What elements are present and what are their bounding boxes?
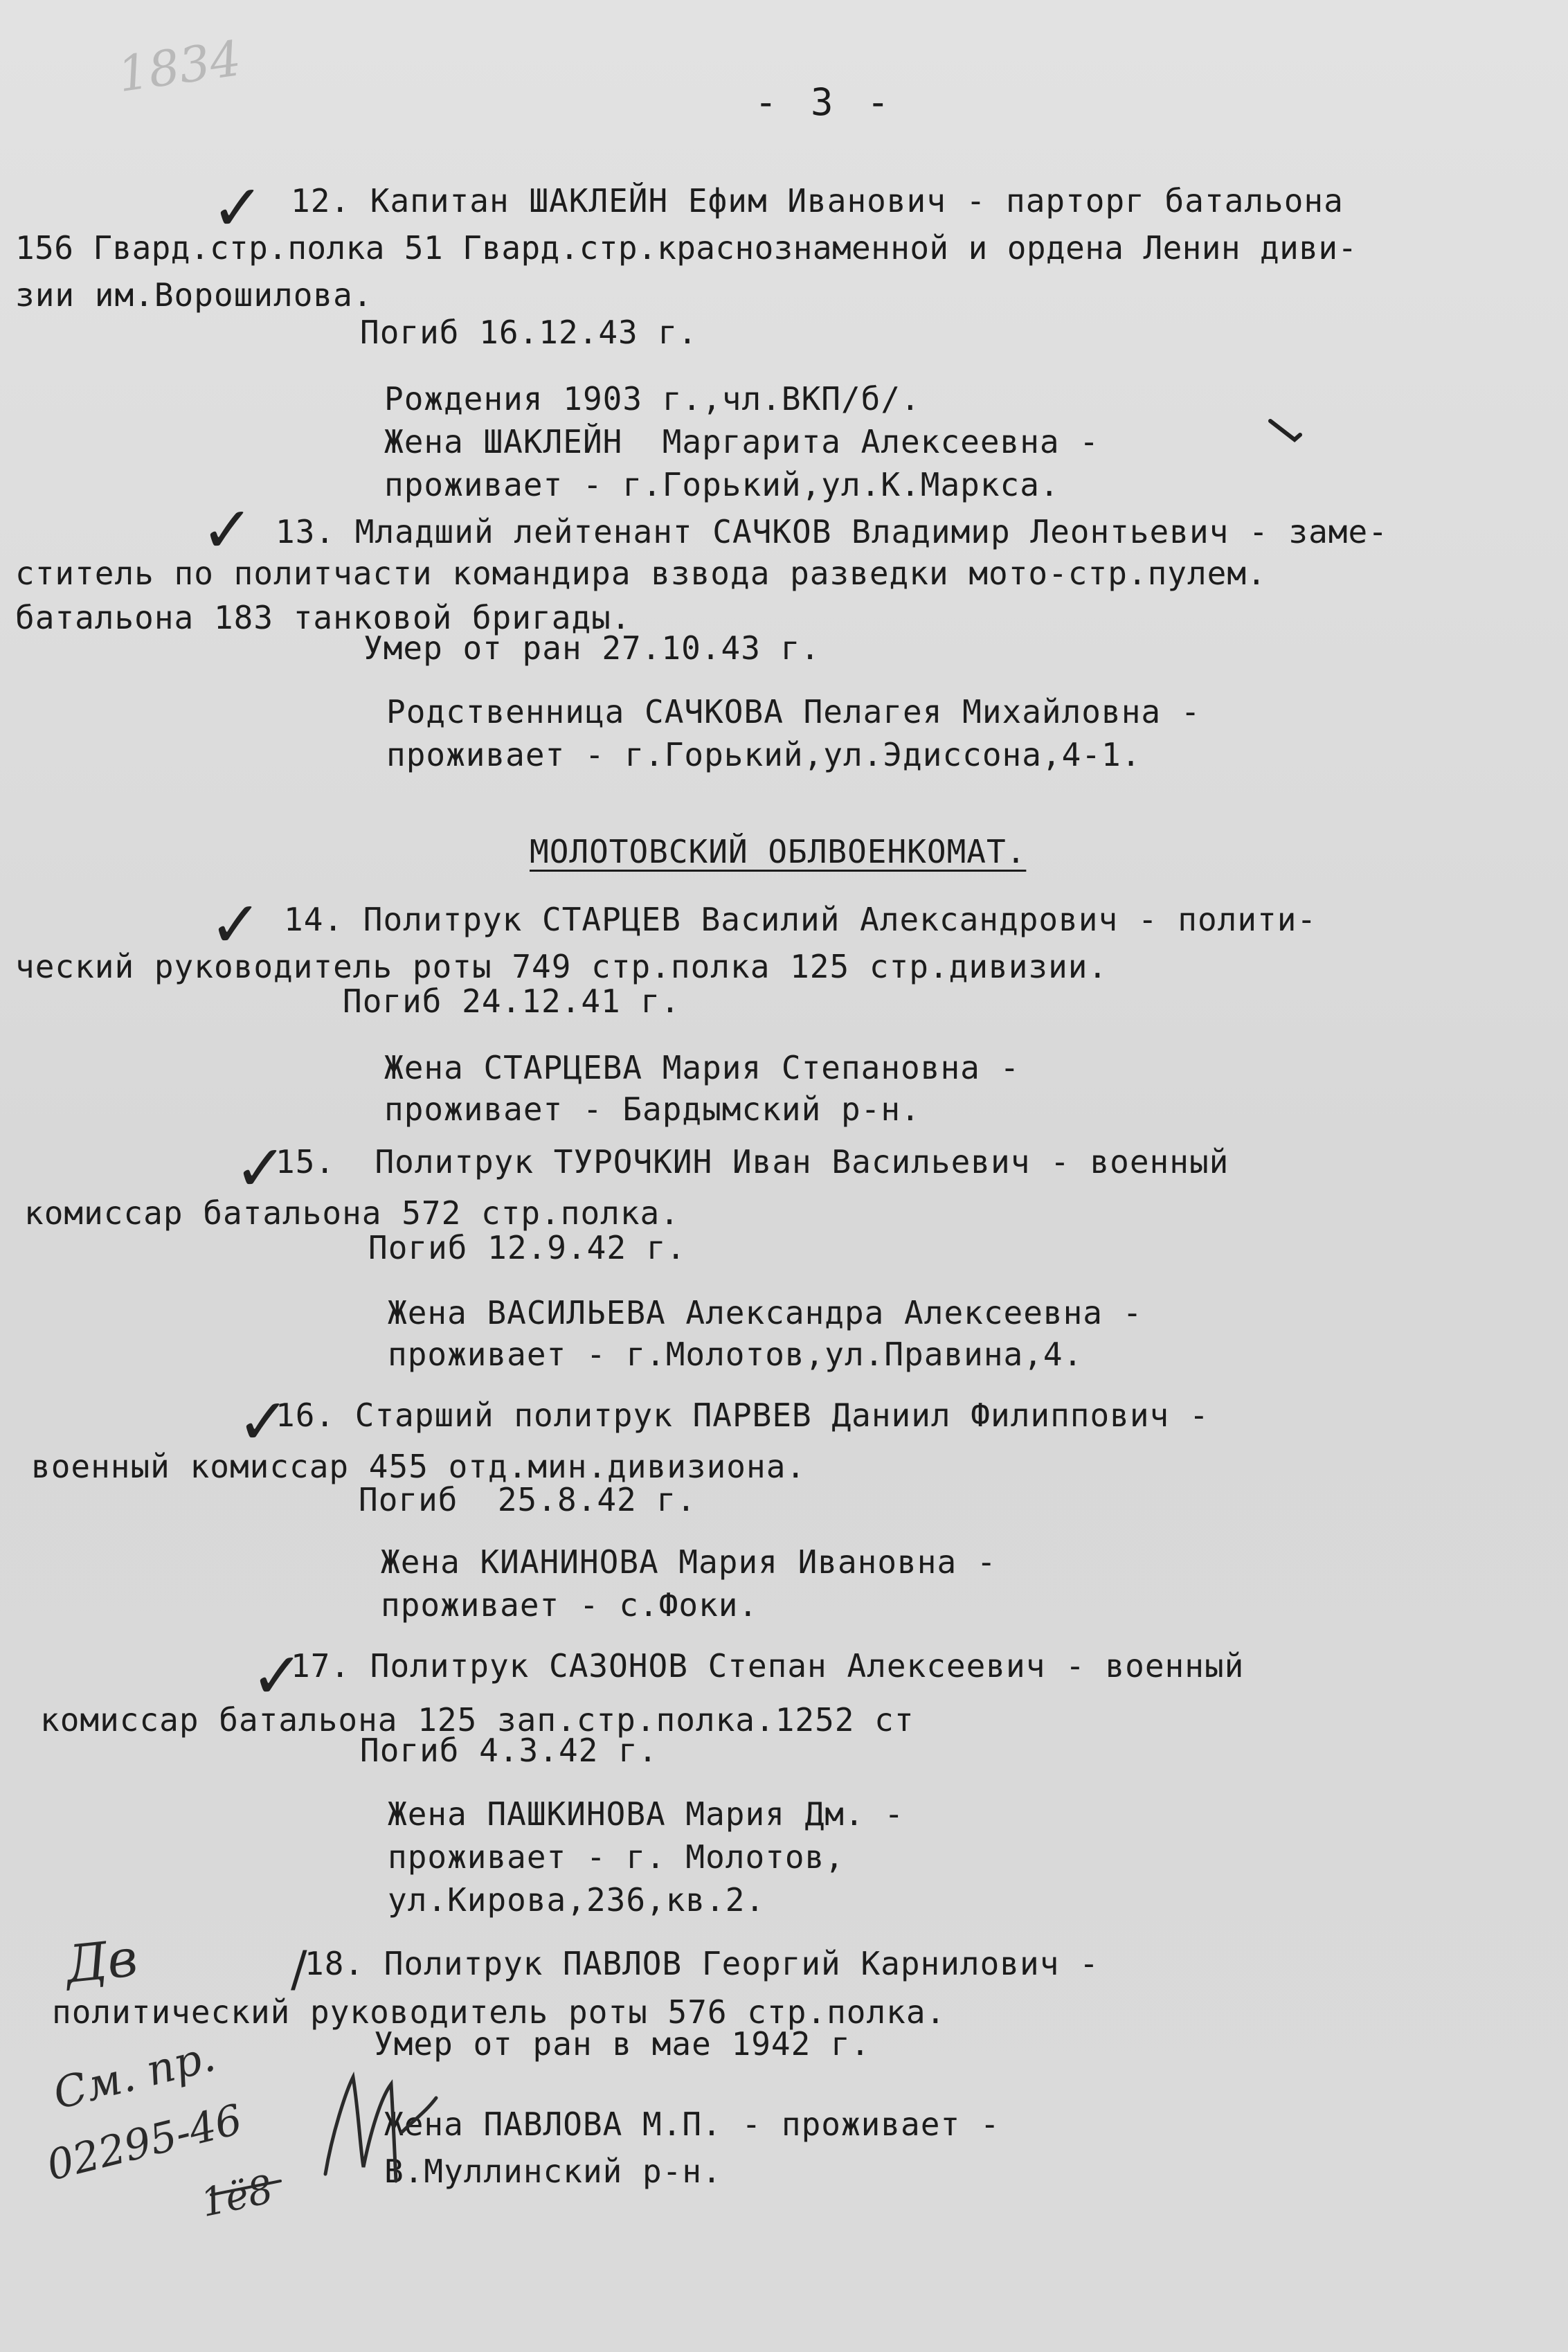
handwritten-reference-1: См. пр. xyxy=(48,2030,220,2119)
page-number: - 3 - xyxy=(755,80,895,124)
entry-13-line-3: батальона 183 танковой бригады. xyxy=(15,599,631,636)
handwritten-initials: Дв xyxy=(62,1928,141,1995)
entry-18-line-1: 18. Политрук ПАВЛОВ Георгий Карнилович - xyxy=(305,1945,1099,1982)
checkmark-icon: ✓ xyxy=(234,1131,288,1205)
entry-14-line-4: Жена СТАРЦЕВА Мария Степановна - xyxy=(384,1049,1020,1086)
handwritten-reference-3: 1ё8 xyxy=(197,2166,278,2227)
entry-16-line-2: военный комиссар 455 отд.мин.дивизиона. xyxy=(31,1448,806,1485)
entry-16-line-3: Погиб 25.8.42 г. xyxy=(359,1481,696,1518)
slash-mark-icon: / xyxy=(291,1941,307,1998)
entry-12-line-3: зии им.Ворошилова. xyxy=(15,276,373,314)
section-header: МОЛОТОВСКИЙ ОБЛВОЕНКОМАТ. xyxy=(530,833,1027,870)
underline-stroke xyxy=(204,2174,287,2216)
entry-16-line-1: 16. Старший политрук ПАРВЕВ Даниил Филиппович - xyxy=(276,1397,1209,1434)
entry-17-line-4: Жена ПАШКИНОВА Мария Дм. - xyxy=(388,1795,905,1833)
entry-15-line-5: проживает - г.Молотов,ул.Правина,4. xyxy=(388,1336,1083,1373)
entry-17-line-6: ул.Кирова,236,кв.2. xyxy=(388,1881,766,1919)
entry-13-line-2: ститель по политчасти командира взвода разведки мото-стр.пулем. xyxy=(15,555,1267,592)
entry-17-line-1: 17. Политрук САЗОНОВ Степан Алексеевич - военный xyxy=(291,1647,1245,1685)
handwritten-reference-2: 02295-46 xyxy=(42,2095,247,2191)
entry-17-line-2: комиссар батальона 125 зап.стр.полка.1252 ст xyxy=(40,1701,914,1739)
entry-13-line-5: Родственница САЧКОВА Пелагея Михайловна - xyxy=(386,693,1201,730)
corner-handwritten-number: 1834 xyxy=(114,30,244,103)
checkmark-icon: ✓ xyxy=(201,493,255,567)
pen-mark xyxy=(1267,415,1308,450)
entry-14-line-3: Погиб 24.12.41 г. xyxy=(343,982,681,1020)
entry-13-line-6: проживает - г.Горький,ул.Эдиссона,4-1. xyxy=(386,736,1142,773)
checkmark-icon: ✓ xyxy=(209,888,263,962)
entry-12-line-2: 156 Гвард.стр.полка 51 Гвард.стр.краснознаменной и ордена Ленин диви- xyxy=(15,229,1358,267)
checkmark-icon: ✓ xyxy=(251,1639,305,1713)
entry-12-line-7: проживает - г.Горький,ул.К.Маркса. xyxy=(384,466,1060,503)
checkmark-icon: ✓ xyxy=(211,171,265,245)
entry-12-line-6: Жена ШАКЛЕЙН Маргарита Алексеевна - xyxy=(384,423,1099,460)
entry-16-line-4: Жена КИАНИНОВА Мария Ивановна - xyxy=(381,1543,997,1581)
entry-15-line-1: 15. Политрук ТУРОЧКИН Иван Васильевич - военный xyxy=(276,1143,1229,1181)
entry-17-line-3: Погиб 4.3.42 г. xyxy=(360,1732,658,1769)
entry-13-line-4: Умер от ран 27.10.43 г. xyxy=(363,629,820,667)
entry-18-line-4: Жена ПАВЛОВА М.П. - проживает - xyxy=(384,2106,1000,2143)
entry-12-line-4: Погиб 16.12.43 г. xyxy=(360,314,698,351)
entry-12-line-1: 12. Капитан ШАКЛЕЙН Ефим Иванович - парторг батальона xyxy=(291,182,1344,219)
entry-14-line-1: 14. Политрук СТАРЦЕВ Василий Александрович - полити- xyxy=(284,901,1317,938)
entry-14-line-2: ческий руководитель роты 749 стр.полка 125 стр.дивизии. xyxy=(15,948,1108,985)
entry-17-line-5: проживает - г. Молотов, xyxy=(388,1838,845,1876)
entry-18-line-2: политический руководитель роты 576 стр.полка. xyxy=(52,1993,946,2031)
entry-13-line-1: 13. Младший лейтенант САЧКОВ Владимир Леонтьевич - заме- xyxy=(276,513,1388,550)
checkmark-icon: ✓ xyxy=(237,1385,291,1459)
entry-15-line-4: Жена ВАСИЛЬЕВА Александра Алексеевна - xyxy=(388,1294,1143,1331)
entry-18-line-3: Умер от ран в мае 1942 г. xyxy=(374,2025,871,2063)
entry-15-line-2: комиссар батальона 572 стр.полка. xyxy=(24,1194,680,1232)
entry-18-line-5: В.Муллинский р-н. xyxy=(384,2153,722,2190)
entry-12-line-5: Рождения 1903 г.,чл.ВКП/б/. xyxy=(384,380,921,418)
entry-15-line-3: Погиб 12.9.42 г. xyxy=(368,1229,687,1266)
entry-16-line-5: проживает - с.Фоки. xyxy=(381,1586,759,1624)
signature-scribble xyxy=(305,2049,457,2202)
entry-14-line-5: проживает - Бардымский р-н. xyxy=(384,1090,921,1128)
